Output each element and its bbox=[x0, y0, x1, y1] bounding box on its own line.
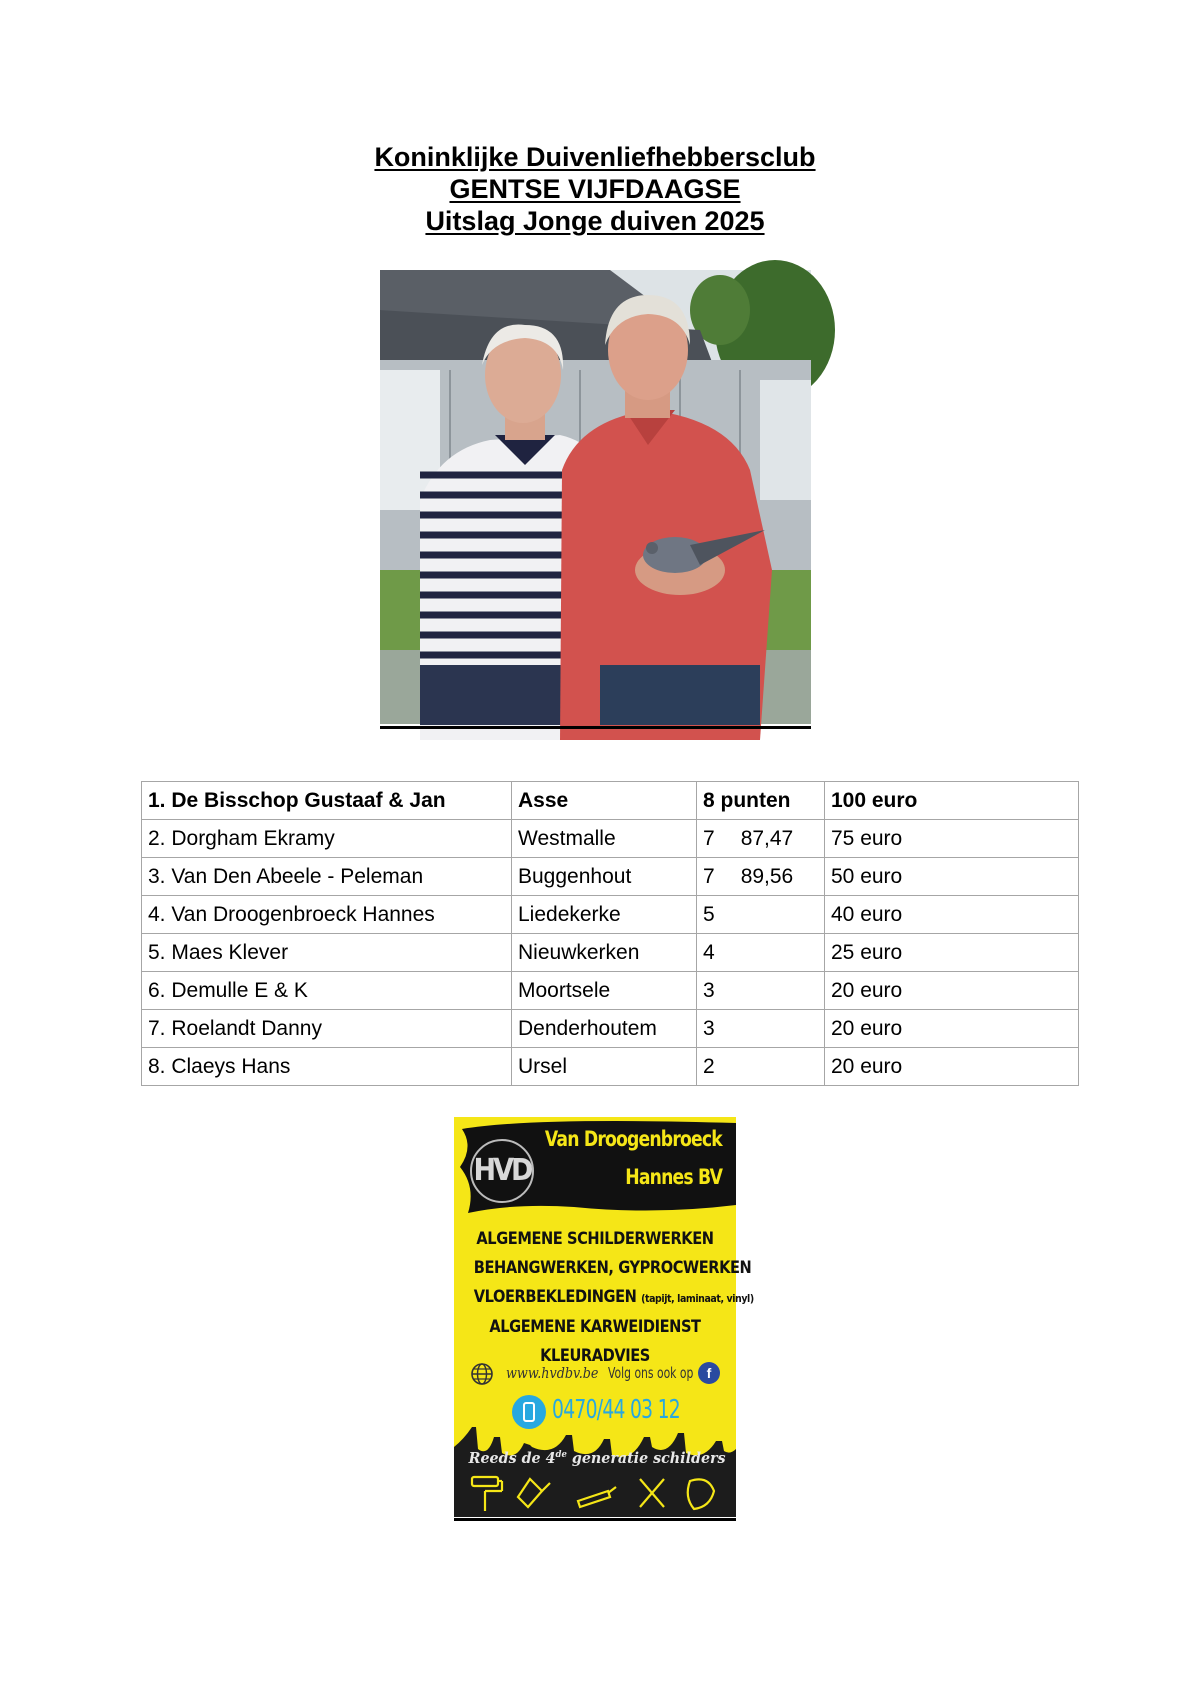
result-prize: 75 euro bbox=[825, 820, 1079, 858]
result-points: 5 bbox=[697, 896, 825, 934]
hvd-logo: HVD bbox=[470, 1139, 534, 1203]
result-prize: 40 euro bbox=[825, 896, 1079, 934]
table-row bbox=[142, 896, 1079, 934]
result-speed: 89,56 bbox=[740, 864, 794, 888]
sponsor-advertisement bbox=[454, 1117, 754, 1517]
result-name: 2. Dorgham Ekramy bbox=[142, 820, 512, 858]
results-table bbox=[141, 781, 1079, 1086]
result-place: Denderhoutem bbox=[512, 1010, 697, 1048]
result-name: 3. Van Den Abeele - Peleman bbox=[142, 858, 512, 896]
result-name: 7. Roelandt Danny bbox=[142, 1010, 512, 1048]
result-prize: 20 euro bbox=[825, 1048, 1079, 1086]
ad-divider bbox=[454, 1518, 736, 1521]
result-prize: 100 euro bbox=[825, 782, 1079, 820]
result-points: 2 bbox=[697, 1048, 825, 1086]
table-row bbox=[142, 820, 1079, 858]
ad-service-line: BEHANGWERKEN, GYPROCWERKEN bbox=[473, 1258, 752, 1278]
winners-photo bbox=[380, 270, 811, 724]
result-prize: 50 euro bbox=[825, 858, 1079, 896]
ad-service-line: ALGEMENE SCHILDERWERKEN bbox=[476, 1229, 714, 1249]
event-name: GENTSE VIJFDAAGSE bbox=[449, 174, 741, 204]
ad-service-line: ALGEMENE KARWEIDIENST bbox=[489, 1317, 701, 1337]
ad-contact-row bbox=[454, 1361, 736, 1387]
result-name: 6. Demulle E & K bbox=[142, 972, 512, 1010]
result-place: Ursel bbox=[512, 1048, 697, 1086]
painting-tools-icons bbox=[468, 1473, 722, 1513]
result-points: 4 bbox=[697, 934, 825, 972]
result-prize: 25 euro bbox=[825, 934, 1079, 972]
ad-services bbox=[454, 1225, 754, 1371]
facebook-icon: f bbox=[698, 1362, 720, 1384]
table-row bbox=[142, 1010, 1079, 1048]
ad-service-line: KLEURADVIES bbox=[540, 1346, 650, 1366]
ad-phone: 0470/44 03 12 bbox=[552, 1395, 680, 1425]
table-row bbox=[142, 972, 1079, 1010]
table-row bbox=[142, 1048, 1079, 1086]
result-points: 7 87,47 bbox=[697, 820, 825, 858]
ad-slogan: Reeds de 4de generatie schilders bbox=[468, 1449, 726, 1467]
ad-follow-text: Volg ons ook op bbox=[608, 1364, 694, 1382]
phone-icon bbox=[512, 1395, 546, 1429]
result-points: 8 punten bbox=[697, 782, 825, 820]
result-name: 8. Claeys Hans bbox=[142, 1048, 512, 1086]
result-prize: 20 euro bbox=[825, 1010, 1079, 1048]
table-row bbox=[142, 858, 1079, 896]
result-points: 3 bbox=[697, 1010, 825, 1048]
club-name: Koninklijke Duivenliefhebbersclub bbox=[374, 142, 816, 172]
ad-company-suffix: Hannes BV bbox=[625, 1165, 722, 1189]
document-header bbox=[0, 141, 1190, 237]
ad-website: www.hvdbv.be bbox=[506, 1364, 599, 1382]
result-place: Moortsele bbox=[512, 972, 697, 1010]
table-row bbox=[142, 782, 1079, 820]
photo-divider bbox=[380, 726, 811, 729]
result-points: 7 89,56 bbox=[697, 858, 825, 896]
result-speed: 87,47 bbox=[740, 826, 794, 850]
ad-service-line: VLOERBEKLEDINGEN (tapijt, laminaat, vinyl) bbox=[473, 1287, 754, 1307]
result-place: Liedekerke bbox=[512, 896, 697, 934]
result-place: Westmalle bbox=[512, 820, 697, 858]
result-name: 5. Maes Klever bbox=[142, 934, 512, 972]
globe-icon bbox=[470, 1362, 494, 1386]
result-place: Buggenhout bbox=[512, 858, 697, 896]
result-place: Asse bbox=[512, 782, 697, 820]
results-title: Uitslag Jonge duiven 2025 bbox=[425, 206, 765, 236]
result-prize: 20 euro bbox=[825, 972, 1079, 1010]
result-place: Nieuwkerken bbox=[512, 934, 697, 972]
result-name: 4. Van Droogenbroeck Hannes bbox=[142, 896, 512, 934]
result-points: 3 bbox=[697, 972, 825, 1010]
ad-company-name: Van Droogenbroeck bbox=[544, 1127, 722, 1151]
table-row bbox=[142, 934, 1079, 972]
result-name: 1. De Bisschop Gustaaf & Jan bbox=[142, 782, 512, 820]
